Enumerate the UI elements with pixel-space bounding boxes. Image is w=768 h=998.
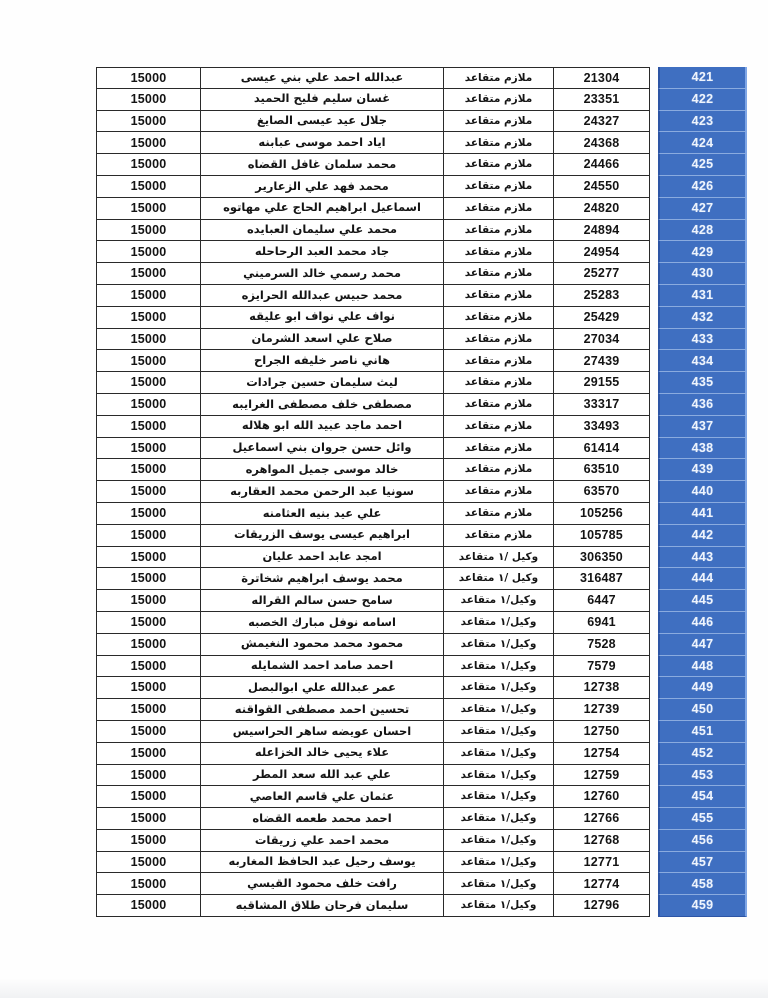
row-number-cell: 442 bbox=[658, 525, 747, 547]
table-row bbox=[96, 416, 747, 438]
table-row bbox=[96, 263, 747, 285]
id-cell: 24820 bbox=[553, 198, 650, 220]
amount-cell: 15000 bbox=[96, 263, 200, 285]
amount-cell: 15000 bbox=[96, 895, 200, 917]
name-cell: احمد محمد طعمه القضاه bbox=[200, 808, 443, 830]
amount-cell: 15000 bbox=[96, 590, 200, 612]
rank-cell: ملازم متقاعد bbox=[443, 220, 553, 242]
table-row bbox=[96, 503, 747, 525]
id-cell: 25283 bbox=[553, 285, 650, 307]
rank-cell: ملازم متقاعد bbox=[443, 67, 553, 89]
table-row bbox=[96, 852, 747, 874]
name-cell: محمد علي سليمان العبايده bbox=[200, 220, 443, 242]
column-gap bbox=[650, 656, 658, 678]
amount-cell: 15000 bbox=[96, 852, 200, 874]
amount-cell: 15000 bbox=[96, 198, 200, 220]
rank-cell: وكيل/١ متقاعد bbox=[443, 743, 553, 765]
id-cell: 12771 bbox=[553, 852, 650, 874]
table-row bbox=[96, 89, 747, 111]
row-number-cell: 450 bbox=[658, 699, 747, 721]
rank-cell: ملازم متقاعد bbox=[443, 372, 553, 394]
name-cell: غسان سليم فليح الحميد bbox=[200, 89, 443, 111]
name-cell: علاء يحيى خالد الخزاعله bbox=[200, 743, 443, 765]
amount-cell: 15000 bbox=[96, 525, 200, 547]
column-gap bbox=[650, 241, 658, 263]
table-row bbox=[96, 394, 747, 416]
amount-cell: 15000 bbox=[96, 220, 200, 242]
name-cell: محمد يوسف ابراهيم شخاترة bbox=[200, 568, 443, 590]
column-gap bbox=[650, 132, 658, 154]
table-row bbox=[96, 568, 747, 590]
column-gap bbox=[650, 350, 658, 372]
rank-cell: وكيل/١ متقاعد bbox=[443, 677, 553, 699]
row-number-cell: 424 bbox=[658, 132, 747, 154]
table-row bbox=[96, 132, 747, 154]
column-gap bbox=[650, 503, 658, 525]
id-cell: 105785 bbox=[553, 525, 650, 547]
name-cell: علي عبد الله سعد المطر bbox=[200, 765, 443, 787]
name-cell: محمد رسمي خالد السرميني bbox=[200, 263, 443, 285]
amount-cell: 15000 bbox=[96, 481, 200, 503]
name-cell: نواف علي نواف ابو عليقه bbox=[200, 307, 443, 329]
name-cell: عثمان علي قاسم العاصي bbox=[200, 786, 443, 808]
id-cell: 12738 bbox=[553, 677, 650, 699]
column-gap bbox=[650, 765, 658, 787]
id-cell: 12766 bbox=[553, 808, 650, 830]
table-row bbox=[96, 350, 747, 372]
table-row bbox=[96, 329, 747, 351]
table-row bbox=[96, 699, 747, 721]
column-gap bbox=[650, 547, 658, 569]
name-cell: تحسين احمد مصطفى القواقنه bbox=[200, 699, 443, 721]
row-number-cell: 453 bbox=[658, 765, 747, 787]
id-cell: 33317 bbox=[553, 394, 650, 416]
row-number-cell: 454 bbox=[658, 786, 747, 808]
scan-edge-shade bbox=[0, 978, 768, 998]
id-cell: 61414 bbox=[553, 438, 650, 460]
table-row bbox=[96, 634, 747, 656]
amount-cell: 15000 bbox=[96, 677, 200, 699]
id-cell: 24550 bbox=[553, 176, 650, 198]
rank-cell: ملازم متقاعد bbox=[443, 198, 553, 220]
row-number-cell: 448 bbox=[658, 656, 747, 678]
name-cell: خالد موسى جميل المواهره bbox=[200, 459, 443, 481]
row-number-cell: 451 bbox=[658, 721, 747, 743]
column-gap bbox=[650, 438, 658, 460]
amount-cell: 15000 bbox=[96, 503, 200, 525]
column-gap bbox=[650, 416, 658, 438]
row-number-cell: 434 bbox=[658, 350, 747, 372]
name-cell: اياد احمد موسى عبابنه bbox=[200, 132, 443, 154]
id-cell: 24954 bbox=[553, 241, 650, 263]
column-gap bbox=[650, 307, 658, 329]
row-number-cell: 447 bbox=[658, 634, 747, 656]
table-row bbox=[96, 241, 747, 263]
rank-cell: وكيل/١ متقاعد bbox=[443, 765, 553, 787]
id-cell: 316487 bbox=[553, 568, 650, 590]
amount-cell: 15000 bbox=[96, 132, 200, 154]
column-gap bbox=[650, 459, 658, 481]
row-number-cell: 452 bbox=[658, 743, 747, 765]
column-gap bbox=[650, 89, 658, 111]
row-number-cell: 433 bbox=[658, 329, 747, 351]
amount-cell: 15000 bbox=[96, 394, 200, 416]
table-row bbox=[96, 285, 747, 307]
rank-cell: ملازم متقاعد bbox=[443, 329, 553, 351]
id-cell: 63570 bbox=[553, 481, 650, 503]
name-cell: سونيا عبد الرحمن محمد العقاربه bbox=[200, 481, 443, 503]
rank-cell: ملازم متقاعد bbox=[443, 241, 553, 263]
id-cell: 33493 bbox=[553, 416, 650, 438]
rank-cell: ملازم متقاعد bbox=[443, 89, 553, 111]
id-cell: 25277 bbox=[553, 263, 650, 285]
rank-cell: وكيل /١ متقاعد bbox=[443, 547, 553, 569]
rank-cell: وكيل/١ متقاعد bbox=[443, 699, 553, 721]
name-cell: محمد فهد علي الزعارير bbox=[200, 176, 443, 198]
row-number-cell: 427 bbox=[658, 198, 747, 220]
id-cell: 12768 bbox=[553, 830, 650, 852]
rank-cell: ملازم متقاعد bbox=[443, 263, 553, 285]
row-number-cell: 430 bbox=[658, 263, 747, 285]
table-row bbox=[96, 765, 747, 787]
rank-cell: وكيل/١ متقاعد bbox=[443, 786, 553, 808]
table-row bbox=[96, 830, 747, 852]
column-gap bbox=[650, 830, 658, 852]
row-number-cell: 438 bbox=[658, 438, 747, 460]
row-number-cell: 441 bbox=[658, 503, 747, 525]
amount-cell: 15000 bbox=[96, 634, 200, 656]
column-gap bbox=[650, 525, 658, 547]
column-gap bbox=[650, 220, 658, 242]
rank-cell: ملازم متقاعد bbox=[443, 503, 553, 525]
id-cell: 7528 bbox=[553, 634, 650, 656]
amount-cell: 15000 bbox=[96, 830, 200, 852]
id-cell: 12796 bbox=[553, 895, 650, 917]
row-number-cell: 445 bbox=[658, 590, 747, 612]
id-cell: 6447 bbox=[553, 590, 650, 612]
id-cell: 7579 bbox=[553, 656, 650, 678]
amount-cell: 15000 bbox=[96, 241, 200, 263]
amount-cell: 15000 bbox=[96, 329, 200, 351]
table-row bbox=[96, 372, 747, 394]
table-row bbox=[96, 721, 747, 743]
table-row bbox=[96, 786, 747, 808]
table-row bbox=[96, 895, 747, 917]
column-gap bbox=[650, 743, 658, 765]
rank-cell: ملازم متقاعد bbox=[443, 285, 553, 307]
table-row bbox=[96, 459, 747, 481]
column-gap bbox=[650, 786, 658, 808]
rank-cell: وكيل/١ متقاعد bbox=[443, 830, 553, 852]
row-number-cell: 426 bbox=[658, 176, 747, 198]
table-row bbox=[96, 547, 747, 569]
amount-cell: 15000 bbox=[96, 176, 200, 198]
row-number-cell: 456 bbox=[658, 830, 747, 852]
table-row bbox=[96, 198, 747, 220]
name-cell: جاد محمد العبد الرحاحله bbox=[200, 241, 443, 263]
id-cell: 24327 bbox=[553, 111, 650, 133]
amount-cell: 15000 bbox=[96, 568, 200, 590]
rank-cell: وكيل/١ متقاعد bbox=[443, 895, 553, 917]
column-gap bbox=[650, 111, 658, 133]
column-gap bbox=[650, 394, 658, 416]
amount-cell: 15000 bbox=[96, 873, 200, 895]
amount-cell: 15000 bbox=[96, 89, 200, 111]
name-cell: مصطفى خلف مصطفى الغرايبه bbox=[200, 394, 443, 416]
column-gap bbox=[650, 481, 658, 503]
table-row bbox=[96, 307, 747, 329]
rank-cell: وكيل/١ متقاعد bbox=[443, 590, 553, 612]
id-cell: 6941 bbox=[553, 612, 650, 634]
name-cell: جلال عيد عيسى الصايغ bbox=[200, 111, 443, 133]
column-gap bbox=[650, 198, 658, 220]
amount-cell: 15000 bbox=[96, 612, 200, 634]
column-gap bbox=[650, 568, 658, 590]
id-cell: 12739 bbox=[553, 699, 650, 721]
name-cell: سليمان فرحان طلاق المشاقبه bbox=[200, 895, 443, 917]
id-cell: 24894 bbox=[553, 220, 650, 242]
table-row bbox=[96, 220, 747, 242]
rank-cell: وكيل/١ متقاعد bbox=[443, 656, 553, 678]
column-gap bbox=[650, 699, 658, 721]
amount-cell: 15000 bbox=[96, 656, 200, 678]
id-cell: 23351 bbox=[553, 89, 650, 111]
id-cell: 63510 bbox=[553, 459, 650, 481]
rank-cell: وكيل/١ متقاعد bbox=[443, 808, 553, 830]
rank-cell: وكيل/١ متقاعد bbox=[443, 873, 553, 895]
rank-cell: وكيل/١ متقاعد bbox=[443, 612, 553, 634]
table-row bbox=[96, 656, 747, 678]
rank-cell: ملازم متقاعد bbox=[443, 394, 553, 416]
table-row bbox=[96, 677, 747, 699]
table-row bbox=[96, 481, 747, 503]
name-cell: محمود محمد محمود النغيمش bbox=[200, 634, 443, 656]
rank-cell: ملازم متقاعد bbox=[443, 481, 553, 503]
name-cell: هاني ناصر خليفه الجراح bbox=[200, 350, 443, 372]
id-cell: 21304 bbox=[553, 67, 650, 89]
name-cell: احمد ماجد عبيد الله ابو هلاله bbox=[200, 416, 443, 438]
row-number-cell: 439 bbox=[658, 459, 747, 481]
id-cell: 12774 bbox=[553, 873, 650, 895]
row-number-cell: 422 bbox=[658, 89, 747, 111]
row-number-cell: 444 bbox=[658, 568, 747, 590]
amount-cell: 15000 bbox=[96, 786, 200, 808]
rank-cell: وكيل /١ متقاعد bbox=[443, 568, 553, 590]
row-number-cell: 432 bbox=[658, 307, 747, 329]
table-row bbox=[96, 808, 747, 830]
amount-cell: 15000 bbox=[96, 154, 200, 176]
id-cell: 306350 bbox=[553, 547, 650, 569]
name-cell: ابراهيم عيسى يوسف الزريقات bbox=[200, 525, 443, 547]
name-cell: يوسف رحيل عبد الحافظ المغاربه bbox=[200, 852, 443, 874]
column-gap bbox=[650, 329, 658, 351]
rank-cell: وكيل/١ متقاعد bbox=[443, 852, 553, 874]
id-cell: 27034 bbox=[553, 329, 650, 351]
table-row bbox=[96, 438, 747, 460]
rank-cell: ملازم متقاعد bbox=[443, 154, 553, 176]
amount-cell: 15000 bbox=[96, 808, 200, 830]
row-number-cell: 423 bbox=[658, 111, 747, 133]
amount-cell: 15000 bbox=[96, 285, 200, 307]
column-gap bbox=[650, 873, 658, 895]
column-gap bbox=[650, 895, 658, 917]
row-number-cell: 459 bbox=[658, 895, 747, 917]
row-number-cell: 421 bbox=[658, 67, 747, 89]
name-cell: وائل حسن جروان بني اسماعيل bbox=[200, 438, 443, 460]
rank-cell: ملازم متقاعد bbox=[443, 350, 553, 372]
column-gap bbox=[650, 852, 658, 874]
row-number-cell: 458 bbox=[658, 873, 747, 895]
column-gap bbox=[650, 263, 658, 285]
row-number-cell: 446 bbox=[658, 612, 747, 634]
id-cell: 12760 bbox=[553, 786, 650, 808]
name-cell: احسان عويضه ساهر الحراسيس bbox=[200, 721, 443, 743]
row-number-cell: 440 bbox=[658, 481, 747, 503]
row-number-cell: 435 bbox=[658, 372, 747, 394]
name-cell: سامح حسن سالم القراله bbox=[200, 590, 443, 612]
row-number-cell: 455 bbox=[658, 808, 747, 830]
name-cell: علي عيد بنيه العثامنه bbox=[200, 503, 443, 525]
table-row bbox=[96, 525, 747, 547]
retirees-table bbox=[96, 67, 747, 917]
name-cell: محمد احمد علي زريقات bbox=[200, 830, 443, 852]
amount-cell: 15000 bbox=[96, 438, 200, 460]
id-cell: 29155 bbox=[553, 372, 650, 394]
id-cell: 27439 bbox=[553, 350, 650, 372]
table-row bbox=[96, 873, 747, 895]
amount-cell: 15000 bbox=[96, 547, 200, 569]
rank-cell: وكيل/١ متقاعد bbox=[443, 634, 553, 656]
name-cell: احمد صامد احمد الشمايله bbox=[200, 656, 443, 678]
name-cell: محمد سلمان غافل القضاه bbox=[200, 154, 443, 176]
rank-cell: ملازم متقاعد bbox=[443, 132, 553, 154]
rank-cell: ملازم متقاعد bbox=[443, 307, 553, 329]
name-cell: اسامه نوفل مبارك الخصبه bbox=[200, 612, 443, 634]
column-gap bbox=[650, 721, 658, 743]
id-cell: 24466 bbox=[553, 154, 650, 176]
rank-cell: ملازم متقاعد bbox=[443, 525, 553, 547]
row-number-cell: 443 bbox=[658, 547, 747, 569]
amount-cell: 15000 bbox=[96, 111, 200, 133]
amount-cell: 15000 bbox=[96, 699, 200, 721]
name-cell: رافت خلف محمود القيسي bbox=[200, 873, 443, 895]
rank-cell: ملازم متقاعد bbox=[443, 176, 553, 198]
column-gap bbox=[650, 590, 658, 612]
rank-cell: ملازم متقاعد bbox=[443, 438, 553, 460]
row-number-cell: 437 bbox=[658, 416, 747, 438]
amount-cell: 15000 bbox=[96, 307, 200, 329]
rank-cell: وكيل/١ متقاعد bbox=[443, 721, 553, 743]
amount-cell: 15000 bbox=[96, 765, 200, 787]
rank-cell: ملازم متقاعد bbox=[443, 111, 553, 133]
row-number-cell: 449 bbox=[658, 677, 747, 699]
row-number-cell: 457 bbox=[658, 852, 747, 874]
table-row bbox=[96, 743, 747, 765]
id-cell: 25429 bbox=[553, 307, 650, 329]
id-cell: 12754 bbox=[553, 743, 650, 765]
name-cell: عمر عبدالله علي ابوالبصل bbox=[200, 677, 443, 699]
amount-cell: 15000 bbox=[96, 350, 200, 372]
table-row bbox=[96, 176, 747, 198]
column-gap bbox=[650, 372, 658, 394]
column-gap bbox=[650, 285, 658, 307]
row-number-cell: 428 bbox=[658, 220, 747, 242]
table-row bbox=[96, 67, 747, 89]
amount-cell: 15000 bbox=[96, 372, 200, 394]
column-gap bbox=[650, 154, 658, 176]
column-gap bbox=[650, 808, 658, 830]
row-number-cell: 425 bbox=[658, 154, 747, 176]
column-gap bbox=[650, 634, 658, 656]
id-cell: 12750 bbox=[553, 721, 650, 743]
name-cell: ليث سليمان حسين جرادات bbox=[200, 372, 443, 394]
table-row bbox=[96, 590, 747, 612]
table-row bbox=[96, 154, 747, 176]
id-cell: 24368 bbox=[553, 132, 650, 154]
table-row bbox=[96, 111, 747, 133]
column-gap bbox=[650, 612, 658, 634]
rank-cell: ملازم متقاعد bbox=[443, 416, 553, 438]
name-cell: صلاح علي اسعد الشرمان bbox=[200, 329, 443, 351]
name-cell: محمد حبيس عبدالله الحرايزه bbox=[200, 285, 443, 307]
column-gap bbox=[650, 67, 658, 89]
row-number-cell: 431 bbox=[658, 285, 747, 307]
id-cell: 105256 bbox=[553, 503, 650, 525]
name-cell: عبدالله احمد علي بني عيسى bbox=[200, 67, 443, 89]
name-cell: اسماعيل ابراهيم الحاج علي مهاتوه bbox=[200, 198, 443, 220]
column-gap bbox=[650, 176, 658, 198]
amount-cell: 15000 bbox=[96, 721, 200, 743]
amount-cell: 15000 bbox=[96, 416, 200, 438]
column-gap bbox=[650, 677, 658, 699]
id-cell: 12759 bbox=[553, 765, 650, 787]
amount-cell: 15000 bbox=[96, 459, 200, 481]
rank-cell: ملازم متقاعد bbox=[443, 459, 553, 481]
row-number-cell: 436 bbox=[658, 394, 747, 416]
amount-cell: 15000 bbox=[96, 67, 200, 89]
table-row bbox=[96, 612, 747, 634]
amount-cell: 15000 bbox=[96, 743, 200, 765]
row-number-cell: 429 bbox=[658, 241, 747, 263]
name-cell: امجد عابد احمد عليان bbox=[200, 547, 443, 569]
